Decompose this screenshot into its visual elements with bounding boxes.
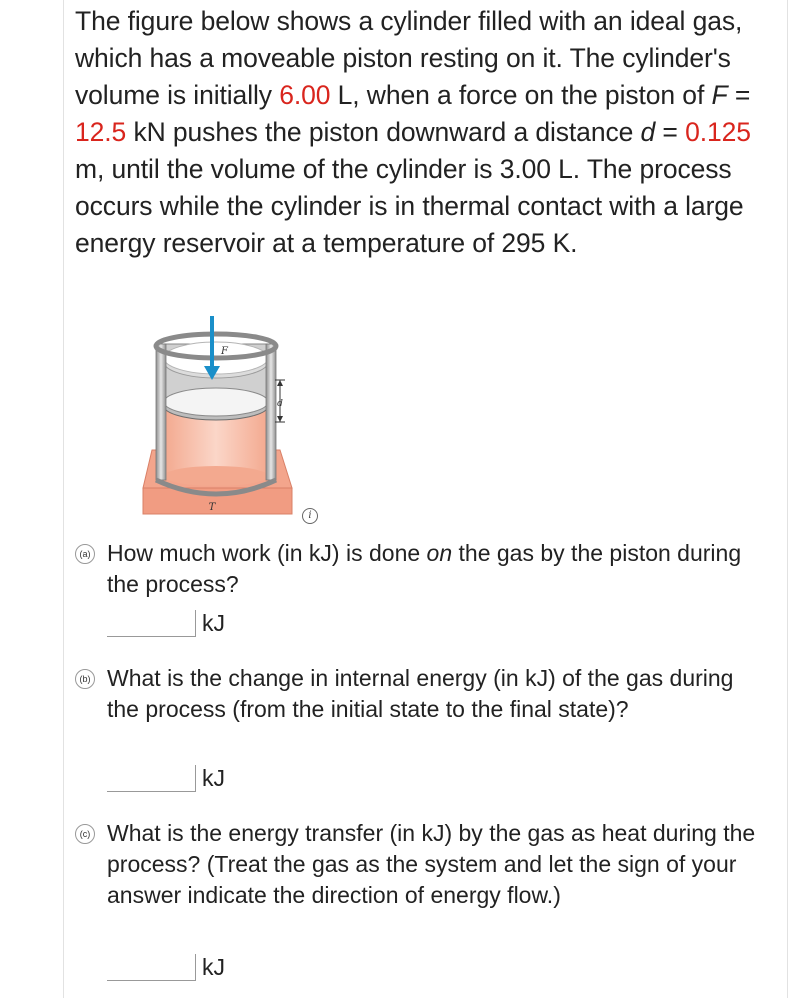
part-c-question: What is the energy transfer (in kJ) by the gas as heat during the process? (Treat the gas as the system and let the sign of your answer indicate the direction of energy flow.) (107, 820, 756, 908)
distance-variable: d (640, 117, 656, 147)
part-b-unit: kJ (202, 765, 225, 791)
emphasis-on: on (426, 540, 453, 566)
problem-statement (75, 3, 783, 262)
problem-text: = (727, 80, 751, 110)
cylinder-figure (140, 310, 330, 535)
part-b-marker: (b) (75, 669, 95, 689)
force-label: F (221, 346, 228, 357)
info-icon[interactable]: i (302, 508, 318, 524)
problem-text: The figure below shows a cylinder filled with an ideal gas, which has a moveable piston resting on it. The cylinder's volume is initially (75, 6, 743, 110)
part-b-answer-input[interactable] (107, 765, 196, 792)
part-a-marker: (a) (75, 544, 95, 564)
gas-bottom (164, 466, 268, 486)
part-a-answer-input[interactable] (107, 610, 196, 637)
distance-value: 0.125 (685, 117, 751, 147)
part-c-answer-input[interactable] (107, 954, 196, 981)
cylinder-wall-left (156, 344, 166, 480)
problem-text: kN pushes the piston downward a distance (126, 117, 641, 147)
part-b-question: What is the change in internal energy (in kJ) of the gas during the process (from the initial state to the final state)? (107, 665, 734, 722)
distance-label: d (277, 399, 283, 409)
initial-volume-value: 6.00 (279, 80, 331, 110)
cylinder-diagram (140, 310, 330, 535)
problem-text: m, until the volume of the cylinder is 3.00 L. The process occurs while the cylinder is in thermal contact with a large energy reservoir at a temperature of 295 K. (75, 154, 744, 258)
force-value: 12.5 (75, 117, 127, 147)
part-a-unit: kJ (202, 610, 225, 636)
cylinder-wall-right (266, 344, 276, 480)
force-variable: F (711, 80, 728, 110)
problem-text: = (655, 117, 686, 147)
part-c-unit: kJ (202, 954, 225, 980)
content-border-right (787, 0, 788, 998)
part-c-marker: (c) (75, 824, 95, 844)
content-border-left (63, 0, 64, 998)
part-a-question: How much work (in kJ) is done on the gas by the piston during the process? (107, 540, 742, 597)
problem-text: L, when a force on the piston of (330, 80, 712, 110)
temperature-label: T (208, 502, 216, 513)
